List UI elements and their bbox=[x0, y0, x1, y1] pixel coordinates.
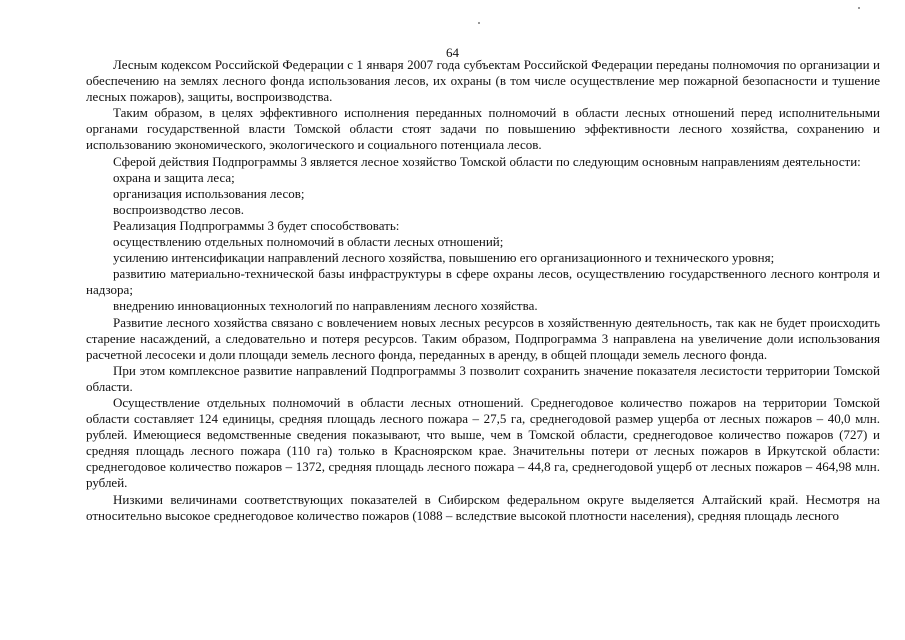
paragraph: Развитие лесного хозяйства связано с вовлечением новых лесных ресурсов в хозяйственную деятельность, так как не будет происходить старение насаждений, а следовательно и потеря ресурсов. Таким образом, Подпрограмма 3 направлена на увеличение доли использования расчетной лесосеки и доли площади земель лесного фонда, переданных в аренду, в общей площади земель лесного фонда. bbox=[86, 314, 880, 362]
document-body bbox=[86, 57, 880, 524]
list-item: усилению интенсификации направлений лесного хозяйства, повышению его организационного и технического уровня; bbox=[113, 250, 775, 266]
list-item: развитию материально-технической базы инфраструктуры в сфере охраны лесов, осуществлению государственного лесного контроля и надзора; bbox=[86, 266, 880, 298]
list-item: воспроизводство лесов. bbox=[113, 201, 244, 217]
list-item: организация использования лесов; bbox=[113, 185, 305, 201]
scan-speck bbox=[478, 22, 480, 24]
paragraph: Низкими величинами соответствующих показателей в Сибирском федеральном округе выделяется Алтайский край. Несмотря на относительно высокое среднегодовое количество пожаров (1088 – вследствие высокой плотности населения), средняя площадь лесного bbox=[86, 491, 880, 523]
paragraph: При этом комплексное развитие направлений Подпрограммы 3 позволит сохранить значение показателя лесистости территории Томской области. bbox=[86, 362, 880, 394]
list-item: внедрению инновационных технологий по направлениям лесного хозяйства. bbox=[113, 298, 538, 314]
paragraph: Сферой действия Подпрограммы 3 является лесное хозяйство Томской области по следующим основным направлениям деятельности: bbox=[113, 153, 861, 169]
paragraph: Таким образом, в целях эффективного исполнения переданных полномочий в области лесных отношений перед исполнительными органами государственной власти Томской области стоят задачи по повышению эффективности лесного хозяйства, сохранению и использованию экономического, экологического и социального потенциала лесов. bbox=[86, 105, 880, 153]
paragraph: Осуществление отдельных полномочий в области лесных отношений. Среднегодовое количество пожаров на территории Томской области составляет 124 единицы, средняя площадь лесного пожара – 27,5 га, среднегодовой размер ущерба от лесных пожаров – 40,0 млн. рублей. Имеющиеся ведомственные сведения показывают, что выше, чем в Томской области, среднегодовое количество пожаров (727) и средняя площадь лесного пожара (110 га) только в Красноярском крае. Значительны потери от лесных пожаров в Иркутской области: среднегодовое количество пожаров – 1372, средняя площадь лесного пожара – 44,8 га, среднегодовой ущерб от лесных пожаров – 464,98 млн. рублей. bbox=[86, 394, 880, 491]
paragraph: Лесным кодексом Российской Федерации с 1 января 2007 года субъектам Российской Федерации переданы полномочия по организации и обеспечению на землях лесного фонда использования лесов, их охраны (в том числе осуществление мер пожарной безопасности и тушение лесных пожаров), защиты, воспроизводства. bbox=[86, 57, 880, 105]
paragraph: Реализация Подпрограммы 3 будет способствовать: bbox=[113, 217, 400, 233]
list-item: охрана и защита леса; bbox=[113, 169, 235, 185]
page-number: 64 bbox=[446, 45, 459, 60]
scan-speck bbox=[858, 7, 860, 9]
list-item: осуществлению отдельных полномочий в области лесных отношений; bbox=[113, 234, 504, 250]
